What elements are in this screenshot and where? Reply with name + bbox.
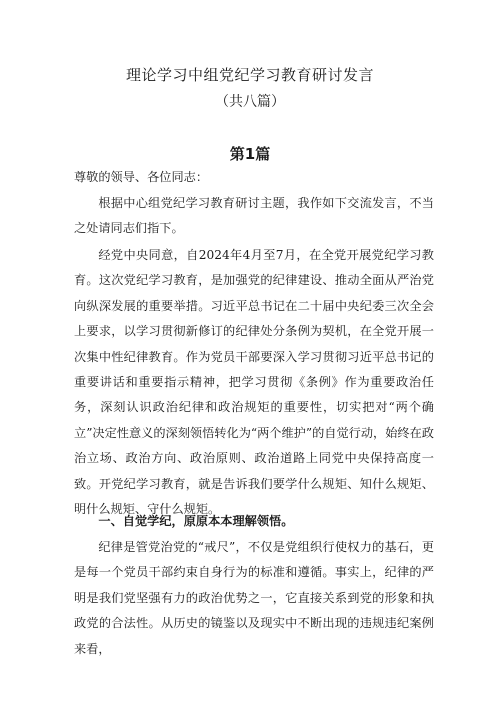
paragraph-discipline: 纪律是管党治党的“戒尺”，不仅是党组织行使权力的基石，更是每一个党员干部约束自身行为的标准和遵循。事实上，纪律的严明是我们党坚强有力的政治优势之一，它直接关系到党的形象和执政党的合法性。从历史的镜鉴以及现实中不断出现的违规违纪案例来看， xyxy=(74,540,434,656)
document-subtitle: （共八篇） xyxy=(215,94,285,110)
section-title: 第1篇 xyxy=(229,145,271,163)
paragraph-intro: 根据中心组党纪学习教育研讨主题，我作如下交流发言，不当之处请同志们指下。 xyxy=(74,196,434,236)
heading-section-1: 一、自觉学纪，原原本本理解领悟。 xyxy=(98,514,294,528)
greeting-line: 尊敬的领导、各位同志： xyxy=(74,170,209,184)
paragraph-background: 经党中央同意，自2024年4月至7月，在全党开展党纪学习教育。这次党纪学习教育，是加强党的纪律建设、推动全面从严治党向纵深发展的重要举措。习近平总书记在二十届中央纪委三次全会上要求，以学习贯彻新修订的纪律处分条例为契机，在全党开展一次集中性纪律教育。作为党员干部要深入学习贯彻习近平总书记的重要讲话和重要指示精神，把学习贯彻《条例》作为重要政治任务，深刻认识政治纪律和政治规矩的重要性，切实把对“两个确立”决定性意义的深刻领悟转化为“两个维护”的自觉行动，始终在政治立场、政治方向、政治原则、政治道路上同党中央保持高度一致。开党纪学习教育，就是告诉我们要学什么规矩、知什么规矩、明什么规矩、守什么规矩。 xyxy=(74,248,434,517)
document-title: 理论学习中组党纪学习教育研讨发言 xyxy=(125,66,374,84)
